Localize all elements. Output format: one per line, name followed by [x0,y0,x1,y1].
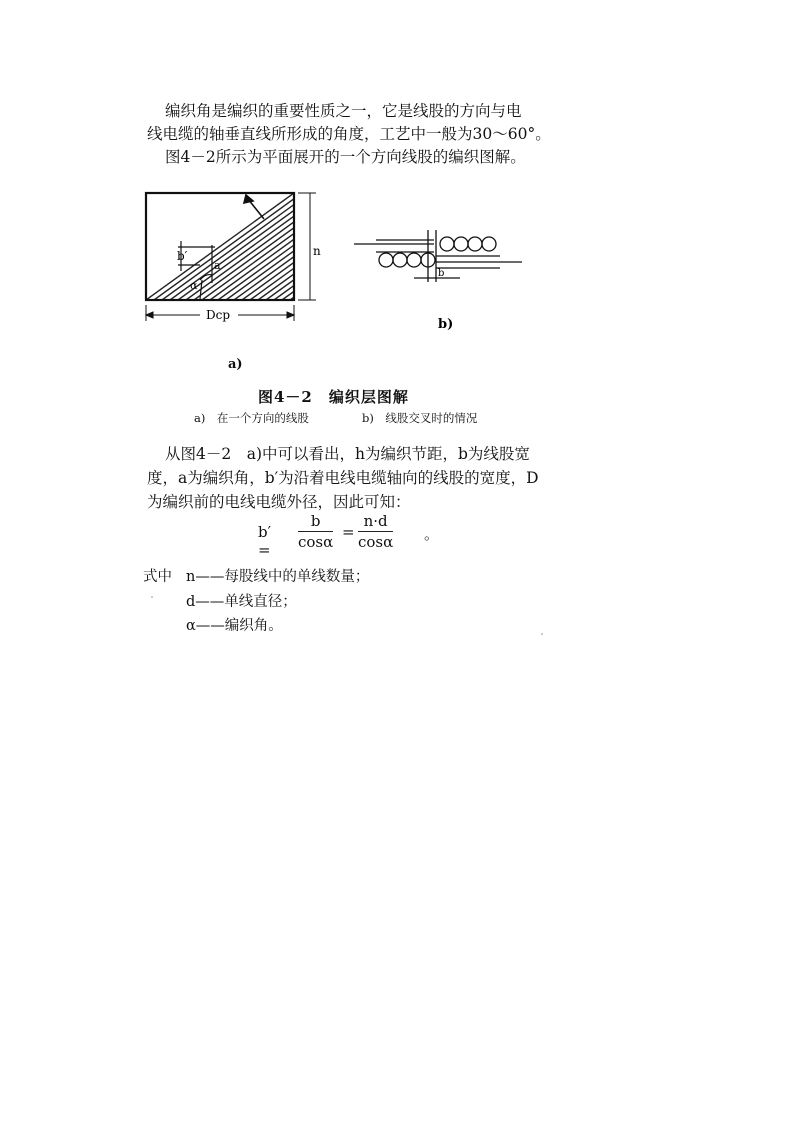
hatch-strand-lines [146,193,340,300]
formula-fraction-1-numerator: b [298,512,333,532]
label-alpha: α [190,279,198,292]
label-b: b [438,268,445,279]
scan-speck [151,596,153,598]
figure-b-crossing-diagram [350,224,530,334]
paragraph1-line3: 图4－2所示为平面展开的一个方向线股的编织图解。 [165,148,526,166]
figure-a-braid-diagram [140,185,340,345]
legend-prefix: 式中 [143,569,172,585]
formula-fraction-2 [358,512,393,551]
figure-b-sublabel: b) [438,317,454,332]
legend-item-n: n——每股线中的单线数量； [186,569,370,585]
figure-caption-title: 图4－2 编织层图解 [258,388,409,406]
paragraph2-line1: 从图4－2 a)中可以看出，h为编织节距，b为线股宽 [165,445,530,463]
strand-width-arrow [244,195,264,219]
formula-fraction-2-numerator: n·d [358,512,393,532]
label-dcp: Dcp [206,308,231,322]
label-b-prime: b′ [177,249,188,263]
formula-lhs: b′ = [258,523,272,559]
lower-strand [379,253,522,268]
scan-speck [541,633,543,635]
label-a: a [214,259,221,272]
figure-caption-a: a) 在一个方向的线股 [194,411,309,425]
paragraph1-line1: 编织角是编织的重要性质之一，它是线股的方向与电 [165,102,522,120]
formula-fraction-1-denominator: cosα [298,533,334,551]
formula-fraction-1 [298,512,333,551]
upper-strand [354,237,496,252]
formula-fraction-2-denominator: cosα [358,533,394,551]
paragraph2-line3: 为编织前的电线电缆外径，因此可知： [147,493,411,511]
label-n: n [313,244,321,258]
legend-item-d: d——单线直径； [186,594,297,610]
figure-a-sublabel: a) [228,357,243,372]
paragraph1-line2: 线电缆的轴垂直线所形成的角度，工艺中一般为30～60°。 [147,125,551,143]
paragraph2-line2: 度，a为编织角，b′为沿着电线电缆轴向的线股的宽度，D [147,469,539,487]
legend-item-alpha: α——编织角。 [186,618,283,634]
formula-equals: = [342,523,355,541]
figure-caption-b: b) 线股交叉时的情况 [362,411,478,425]
formula-end-mark: 。 [424,525,440,543]
